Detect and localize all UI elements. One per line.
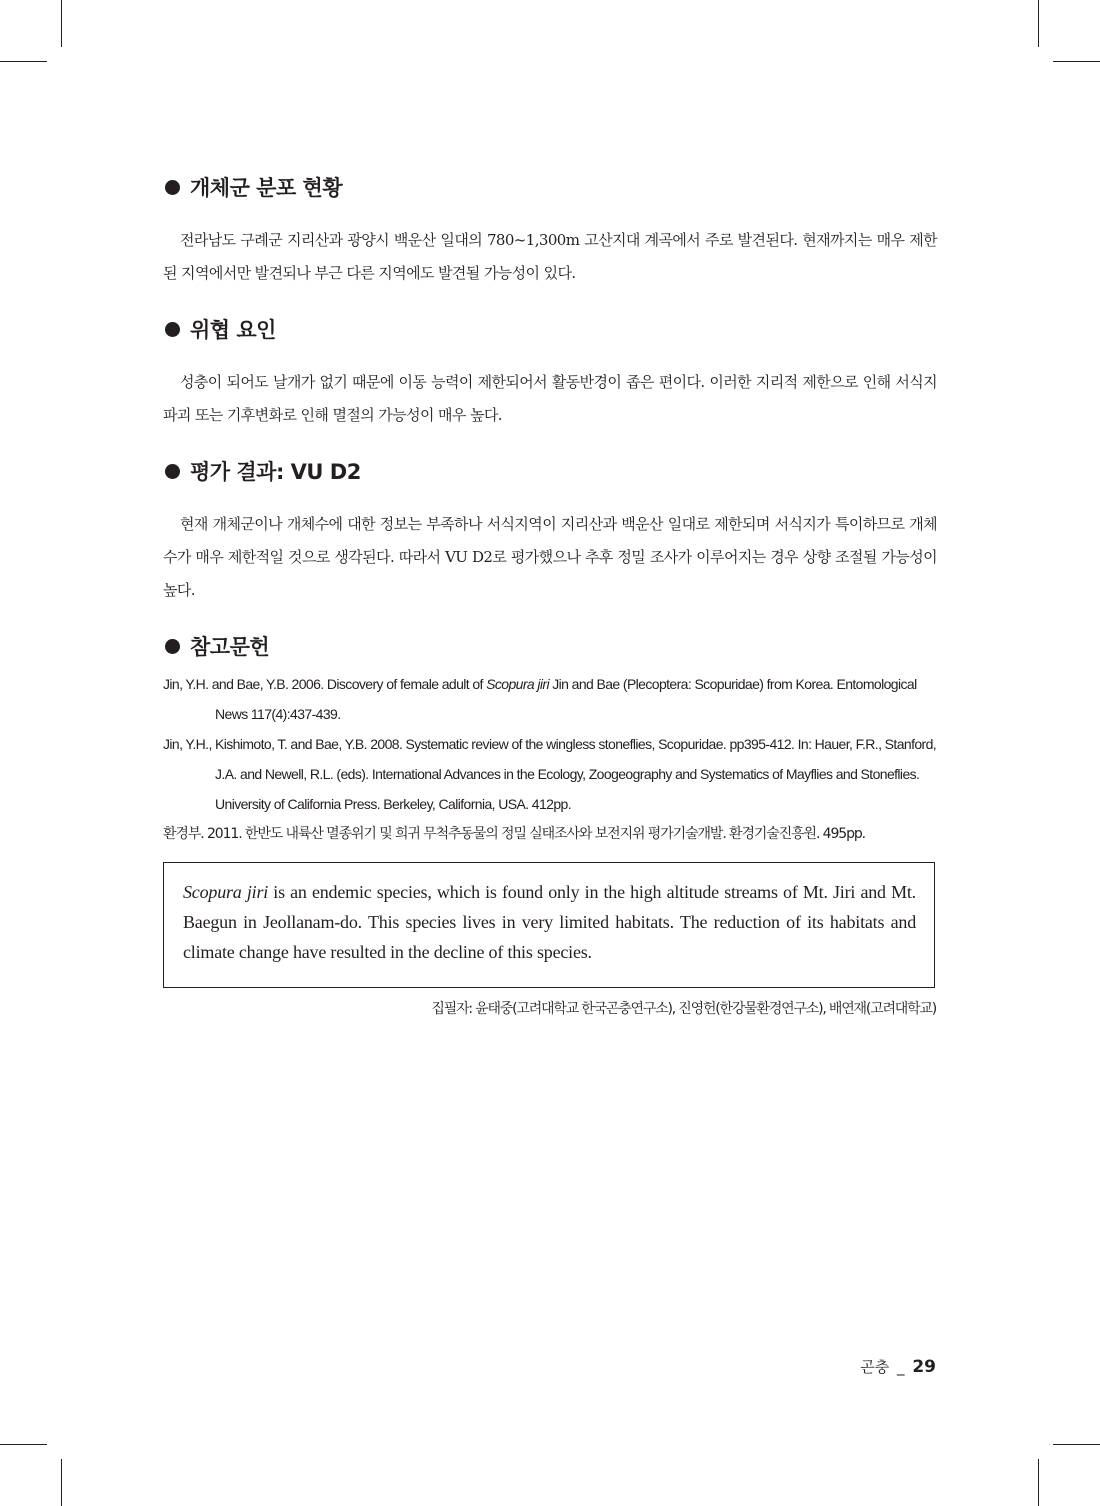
reference-item: 환경부. 2011. 한반도 내륙산 멸종위기 및 희귀 무척추동물의 정밀 실태조사와 보전지위 평가기술개발. 환경기술진흥원. 495pp. [163, 826, 866, 842]
reference-text: Jin and Bae (Plecoptera: Scopuridae) from Korea. Entomological News 117(4):437-439. [215, 676, 917, 722]
section-heading [163, 454, 937, 488]
section-distribution [163, 170, 937, 290]
page-number: 29 [912, 1357, 936, 1377]
section-body: 전라남도 구례군 지리산과 광양시 백운산 일대의 780~1,300m 고산지대 계곡에서 주로 발견된다. 현재까지는 매우 제한된 지역에서만 발견되나 부근 다른 지역에도 발견될 가능성이 있다. [163, 231, 937, 282]
summary-text: is an endemic species, which is found only in the high altitude streams of Mt. Jiri and Mt. Baegun in Jeollanam-do. This species lives in very limited habitats. The reduction of its habitats and climate change have resulted in the decline of this species. [183, 882, 916, 962]
crop-mark-top-right-horizontal [1053, 61, 1100, 62]
species-name: Scopura jiri [486, 676, 549, 692]
english-summary [183, 877, 916, 967]
reference-item [163, 669, 937, 729]
section-body: 성충이 되어도 날개가 없기 때문에 이동 능력이 제한되어서 활동반경이 좁은 편이다. 이러한 지리적 제한으로 인해 서식지 파괴 또는 기후변화로 인해 멸절의 가능성이 매우 높다. [163, 373, 937, 424]
crop-mark-bottom-right-horizontal [1053, 1444, 1100, 1445]
section-title: 개체군 분포 현황 [190, 176, 343, 200]
section-heading [163, 312, 937, 346]
crop-mark-top-left-horizontal [0, 61, 47, 62]
section-threats [163, 312, 937, 432]
section-body: 현재 개체군이나 개체수에 대한 정보는 부족하나 서식지역이 지리산과 백운산 일대로 제한되며 서식지가 특이하므로 개체수가 매우 제한적일 것으로 생각된다. 따라서 VU D2로 평가했으나 추후 정밀 조사가 이루어지는 경우 상향 조절될 가능성이 높다. [163, 515, 937, 599]
section-heading [163, 170, 937, 204]
crop-mark-bottom-right-vertical [1038, 1459, 1039, 1506]
page-footer [860, 1356, 936, 1377]
reference-text: Jin, Y.H. and Bae, Y.B. 2006. Discovery of female adult of [163, 676, 487, 692]
bullet-icon [165, 322, 180, 337]
footer-label: 곤충 [860, 1358, 890, 1376]
section-title: 평가 결과: VU D2 [190, 460, 361, 484]
section-heading [163, 629, 937, 663]
english-summary-box [163, 862, 935, 988]
footer-separator: _ [897, 1358, 905, 1376]
section-assessment [163, 454, 937, 607]
bullet-icon [165, 180, 180, 195]
crop-mark-bottom-left-horizontal [0, 1444, 47, 1445]
section-title: 참고문헌 [190, 635, 270, 659]
crop-mark-top-left-vertical [61, 0, 62, 47]
species-name: Scopura jiri [183, 882, 269, 902]
reference-item: Jin, Y.H., Kishimoto, T. and Bae, Y.B. 2008. Systematic review of the wingless stoneflies, Scopuridae. pp395-412. In: Hauer, F.R., Stanford, J.A. and Newell, R.L. (eds). International Advances in the Ecology, Zoogeography and Systematics of Mayflies and Stoneflies. University of California Press. Berkeley, California, USA. 412pp. [163, 736, 937, 812]
authors-credit: 집필자: 윤태중(고려대학교 한국곤충연구소), 진영헌(한강물환경연구소), 배연재(고려대학교) [431, 1001, 936, 1017]
section-references [163, 629, 937, 849]
reference-list [163, 669, 937, 849]
section-title: 위협 요인 [190, 318, 276, 342]
page-content [163, 170, 937, 849]
crop-mark-top-right-vertical [1038, 0, 1039, 47]
bullet-icon [165, 464, 180, 479]
crop-mark-bottom-left-vertical [61, 1459, 62, 1506]
bullet-icon [165, 639, 180, 654]
